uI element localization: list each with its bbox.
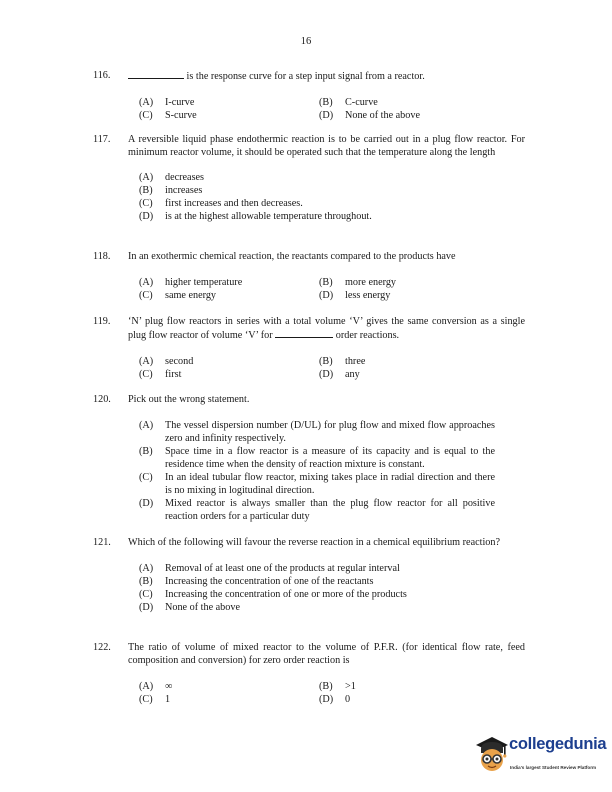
options xyxy=(139,562,525,614)
option-text: None of the above xyxy=(165,602,240,613)
options xyxy=(139,680,525,706)
option-b[interactable] xyxy=(139,184,525,197)
question-117 xyxy=(93,133,525,223)
page-number: 16 xyxy=(300,36,312,47)
option-text: increases xyxy=(165,185,203,196)
option-text: same energy xyxy=(165,290,217,301)
question-118 xyxy=(93,250,525,302)
option-a[interactable] xyxy=(139,680,319,693)
option-label: (A) xyxy=(139,681,154,692)
option-text: None of the above xyxy=(345,110,420,121)
logo-tagline: India's largest Student Review Platform xyxy=(510,765,597,770)
question-text-head: ‘N’ plug flow reactors in series with a total volume ‘V’ gives the same conversion as a single plug flow reactor of volume ‘V’ for xyxy=(128,316,525,341)
option-label: (D) xyxy=(319,369,334,380)
logo-wordmark: collegedunia xyxy=(509,735,607,753)
question-text: Which of the following will favour the reverse reaction in a chemical equilibrium reaction? xyxy=(128,537,500,548)
question-text: In an exothermic chemical reaction, the reactants compared to the products have xyxy=(128,251,456,262)
option-c[interactable] xyxy=(139,368,319,381)
option-label: (C) xyxy=(139,198,153,209)
option-c[interactable] xyxy=(139,588,525,601)
option-b[interactable] xyxy=(139,445,525,471)
option-text: first increases and then decreases. xyxy=(165,198,303,209)
option-text: first xyxy=(165,369,182,380)
option-label: (A) xyxy=(139,277,154,288)
option-label: (A) xyxy=(139,172,154,183)
option-text: Space time in a flow reactor is a measure of its capacity and is equal to the residence time when the density of reaction mixture is constant. xyxy=(165,446,495,470)
option-b[interactable] xyxy=(319,680,519,693)
options xyxy=(139,419,525,523)
option-text: Increasing the concentration of one or more of the products xyxy=(165,589,407,600)
question-number: 116. xyxy=(93,70,111,81)
option-text: higher temperature xyxy=(165,277,243,288)
option-text: ∞ xyxy=(165,681,173,692)
question-number: 120. xyxy=(93,394,111,405)
option-label: (C) xyxy=(139,589,153,600)
question-number: 118. xyxy=(93,251,111,262)
option-label: (D) xyxy=(139,498,154,509)
option-label: (C) xyxy=(139,110,153,121)
options xyxy=(139,171,525,223)
option-text: In an ideal tubular flow reactor, mixing takes place in radial direction and there is no mixing in logitudinal direction. xyxy=(165,472,495,496)
option-text: Removal of at least one of the products at regular interval xyxy=(165,563,400,574)
question-text xyxy=(128,69,525,83)
option-text: less energy xyxy=(345,290,391,301)
option-label: (A) xyxy=(139,563,154,574)
option-label: (D) xyxy=(319,110,334,121)
question-number: 117. xyxy=(93,134,111,145)
option-b[interactable] xyxy=(319,355,519,368)
option-text: I-curve xyxy=(165,97,195,108)
option-text: three xyxy=(345,356,366,367)
option-label: (A) xyxy=(139,420,154,431)
options xyxy=(139,355,525,381)
option-label: (C) xyxy=(139,369,153,380)
question-text-tail: is the response curve for a step input signal from a reactor. xyxy=(184,71,425,82)
question-116 xyxy=(93,69,525,122)
option-label: (A) xyxy=(139,97,154,108)
option-b[interactable] xyxy=(319,96,519,109)
option-text: Increasing the concentration of one of the reactants xyxy=(165,576,374,587)
option-a[interactable] xyxy=(139,419,525,445)
option-text: 1 xyxy=(165,694,171,705)
option-a[interactable] xyxy=(139,355,319,368)
options xyxy=(139,276,525,302)
option-text: any xyxy=(345,369,360,380)
question-text xyxy=(128,315,525,342)
option-label: (B) xyxy=(139,576,153,587)
option-label: (C) xyxy=(139,694,153,705)
option-d[interactable] xyxy=(319,289,519,302)
option-d[interactable] xyxy=(139,210,525,223)
question-120 xyxy=(93,393,525,523)
question-number: 119. xyxy=(93,316,111,327)
option-c[interactable] xyxy=(139,289,319,302)
options xyxy=(139,96,525,122)
option-label: (B) xyxy=(319,356,333,367)
option-label: (B) xyxy=(139,446,153,457)
question-text: A reversible liquid phase endothermic reaction is to be carried out in a plug flow reactor. For minimum reactor volume, it should be operated such that the temperature along the length xyxy=(128,134,525,158)
option-label: (C) xyxy=(139,472,153,483)
option-text: is at the highest allowable temperature throughout. xyxy=(165,211,372,222)
answer-blank xyxy=(128,69,184,79)
option-label: (D) xyxy=(139,602,154,613)
option-text: Mixed reactor is always smaller than the plug flow reactor for all positive reaction orders for a particular duty xyxy=(165,498,495,522)
option-label: (B) xyxy=(319,277,333,288)
option-d[interactable] xyxy=(139,497,525,523)
question-text: The ratio of volume of mixed reactor to the volume of P.F.R. (for identical flow rate, feed composition and conversion) for zero order reaction is xyxy=(128,642,525,666)
question-number: 122. xyxy=(93,642,111,653)
option-d[interactable] xyxy=(319,368,519,381)
option-a[interactable] xyxy=(139,562,525,575)
option-c[interactable] xyxy=(139,471,525,497)
option-label: (A) xyxy=(139,356,154,367)
option-b[interactable] xyxy=(319,276,519,289)
option-text: second xyxy=(165,356,194,367)
option-c[interactable] xyxy=(139,109,319,122)
option-c[interactable] xyxy=(139,197,525,210)
option-text: >1 xyxy=(345,681,356,692)
question-121 xyxy=(93,536,525,614)
option-a[interactable] xyxy=(139,96,319,109)
option-label: (B) xyxy=(319,681,333,692)
option-d[interactable] xyxy=(319,109,519,122)
option-label: (C) xyxy=(139,290,153,301)
option-label: (D) xyxy=(319,290,334,301)
question-119 xyxy=(93,315,525,381)
option-text: The vessel dispersion number (D/UL) for plug flow and mixed flow approaches zero and infinity respectively. xyxy=(165,420,495,444)
option-text: S-curve xyxy=(165,110,197,121)
question-number: 121. xyxy=(93,537,111,548)
option-label: (D) xyxy=(139,211,154,222)
option-c[interactable] xyxy=(139,693,319,706)
question-text-tail: order reactions. xyxy=(333,330,400,341)
graduate-mascot-icon xyxy=(470,733,510,777)
option-label: (B) xyxy=(319,97,333,108)
option-a[interactable] xyxy=(139,276,319,289)
option-b[interactable] xyxy=(139,575,525,588)
question-text: Pick out the wrong statement. xyxy=(128,394,250,405)
option-text: 0 xyxy=(345,694,351,705)
option-label: (D) xyxy=(319,694,334,705)
option-text: C-curve xyxy=(345,97,378,108)
option-text: more energy xyxy=(345,277,397,288)
option-a[interactable] xyxy=(139,171,525,184)
option-d[interactable] xyxy=(139,601,525,614)
option-label: (B) xyxy=(139,185,153,196)
question-122 xyxy=(93,641,525,706)
option-text: decreases xyxy=(165,172,205,183)
option-d[interactable] xyxy=(319,693,519,706)
answer-blank xyxy=(275,328,333,338)
